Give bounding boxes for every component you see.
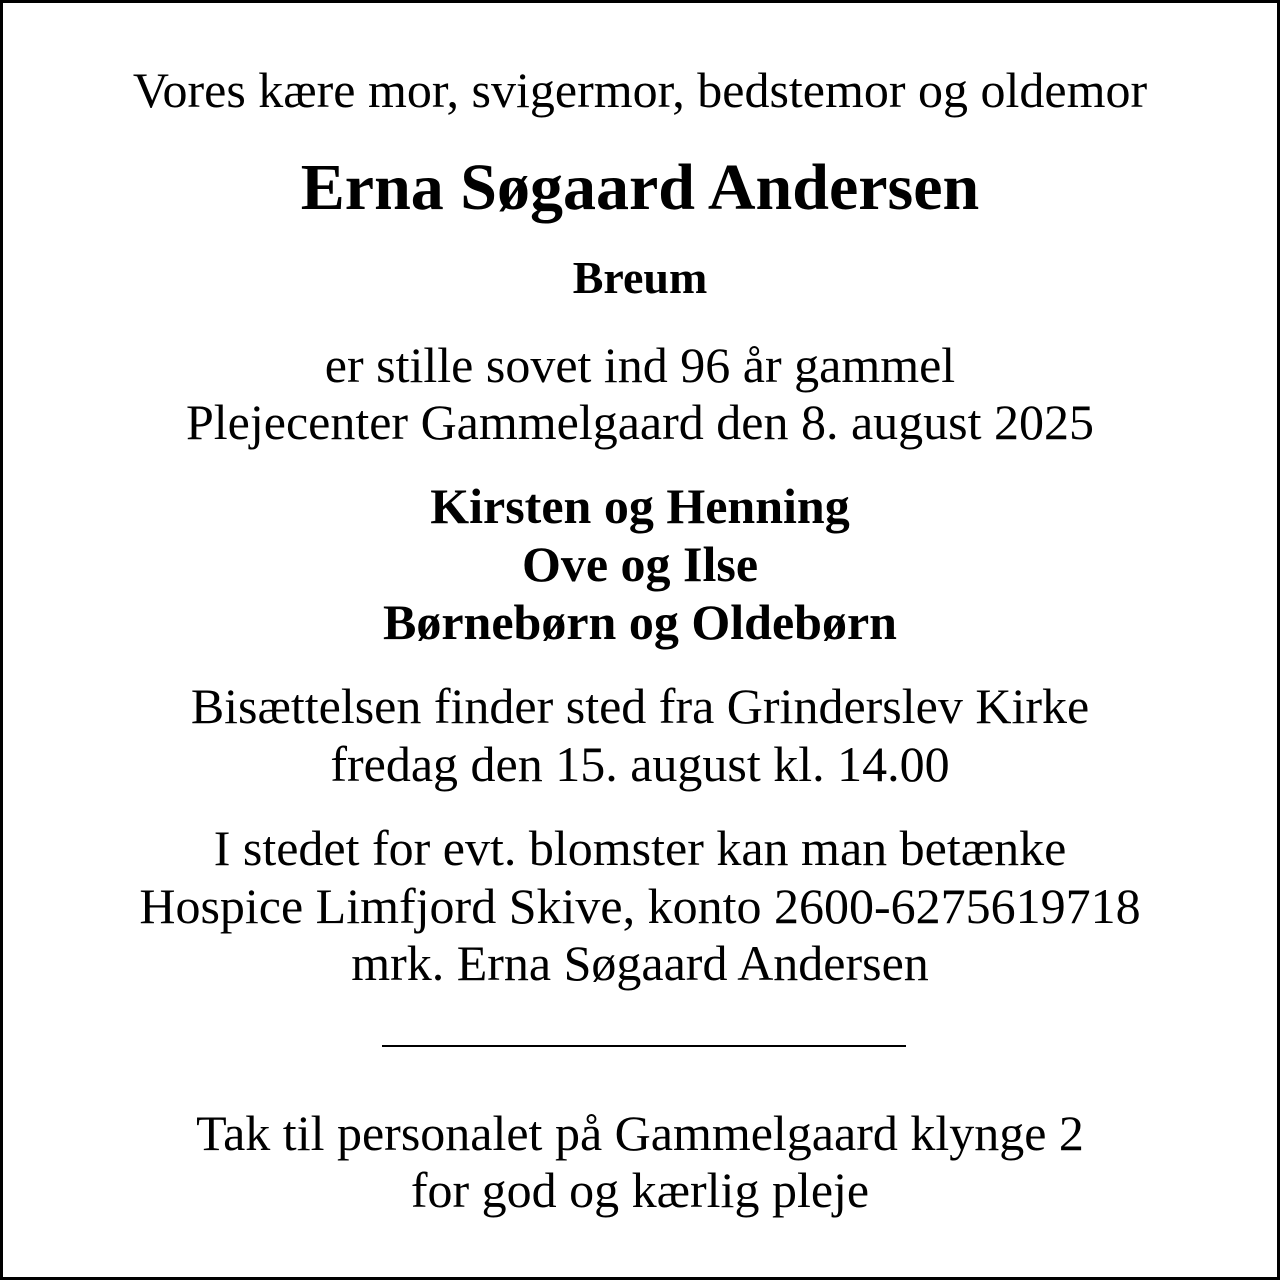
intro-line: Vores kære mor, svigermor, bedstemor og oldemor bbox=[132, 62, 1148, 118]
donation-line-1: I stedet for evt. blomster kan man betænke bbox=[213, 820, 1067, 876]
deceased-name: Erna Søgaard Andersen bbox=[300, 151, 980, 224]
funeral-line-1: Bisættelsen finder sted fra Grinderslev Kirke bbox=[190, 678, 1090, 734]
donation-line-3: mrk. Erna Søgaard Andersen bbox=[351, 935, 929, 991]
donation-line-2: Hospice Limfjord Skive, konto 2600-6275619718 bbox=[139, 878, 1141, 934]
deceased-place: Breum bbox=[572, 252, 708, 303]
thanks-line-1: Tak til personalet på Gammelgaard klynge 2 bbox=[196, 1105, 1084, 1161]
family-line-1: Kirsten og Henning bbox=[430, 478, 850, 534]
funeral-line-2: fredag den 15. august kl. 14.00 bbox=[330, 736, 950, 792]
family-line-2: Ove og Ilse bbox=[521, 536, 759, 592]
divider-rule bbox=[382, 1045, 906, 1047]
thanks-line-2: for god og kærlig pleje bbox=[410, 1162, 870, 1218]
death-line-2: Plejecenter Gammelgaard den 8. august 2025 bbox=[185, 394, 1095, 450]
family-line-3: Børnebørn og Oldebørn bbox=[383, 594, 897, 650]
death-line-1: er stille sovet ind 96 år gammel bbox=[324, 337, 956, 393]
